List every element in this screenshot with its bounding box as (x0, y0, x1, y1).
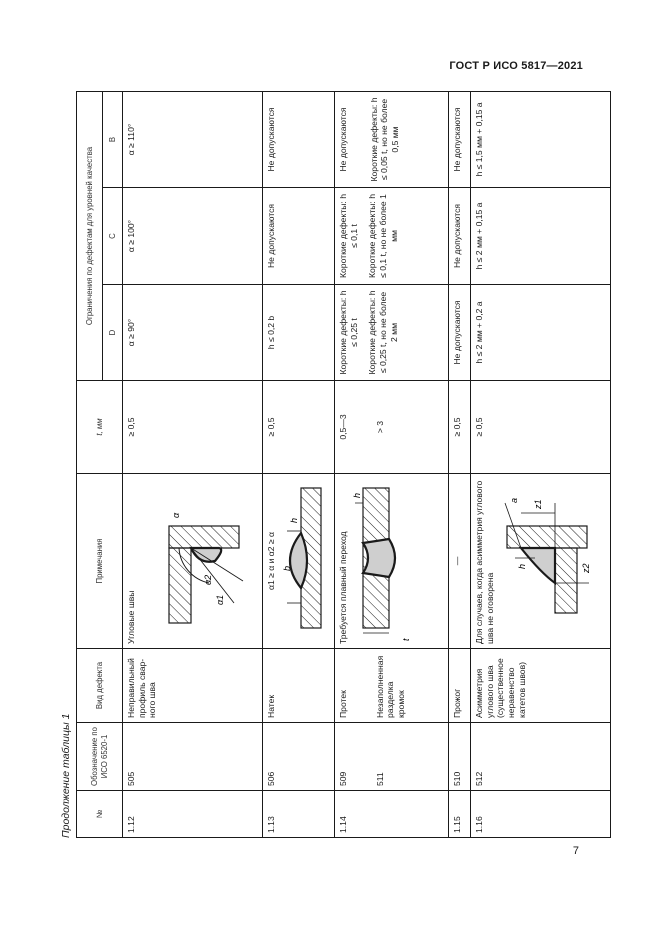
row-num: 1.14 (335, 791, 449, 838)
asymmetry-figure (497, 479, 593, 644)
row-limit-c: Не допускаются (449, 188, 471, 285)
row-limit-c: h ≤ 2 мм + 0,15 a (471, 188, 611, 285)
col-limits-header: Ограничения по дефектам для уровней качества (77, 91, 103, 380)
row-defect: Асимметрия углового шва (существенное неравенство катетов швов) (471, 649, 611, 723)
row-limit-b: h ≤ 1,5 мм + 0,15 a (471, 91, 611, 187)
row-limit-d: h ≤ 2 мм + 0,2 a (471, 285, 611, 381)
row-t: ≥ 0,5 (449, 381, 471, 474)
figure-label-h: h (351, 493, 362, 499)
row-limit-b: α ≥ 110° (123, 91, 263, 187)
row-t: ≥ 0,5 (123, 381, 263, 474)
overlap-figure (279, 479, 329, 644)
figure-label-alpha1: α1 (214, 595, 225, 606)
row-code: 506 (263, 723, 335, 791)
defects-table (76, 91, 611, 838)
notes-text: Требуется плавный переход (338, 531, 348, 644)
col-level-b: B (103, 91, 123, 187)
figure-label-z1: z1 (533, 499, 544, 510)
table-row (471, 91, 611, 837)
notes-text: Угловые швы (126, 590, 136, 644)
figure-label-h: h (288, 518, 299, 524)
header-row (77, 91, 103, 837)
row-defect: Прожог (449, 649, 471, 723)
row-limit-c: α ≥ 100° (123, 188, 263, 285)
row-limit-c: Не допускаются (263, 188, 335, 285)
row-notes (263, 474, 335, 649)
row-num: 1.16 (471, 791, 611, 838)
row-t: 0,5—3 > 3 (335, 381, 449, 474)
row-notes (123, 474, 263, 649)
row-code: 505 (123, 723, 263, 791)
col-level-c: C (103, 188, 123, 285)
row-notes (335, 474, 449, 649)
row-code: 510 (449, 723, 471, 791)
col-num-header: № (77, 791, 123, 838)
row-limit-d: Не допускаются (449, 285, 471, 381)
row-limit-d: α ≥ 90° (123, 285, 263, 381)
row-notes: — (449, 474, 471, 649)
row-limit-b: Не допускаются Короткие дефекты: h ≤ 0,05 t, но не более 0,5 мм (335, 91, 449, 187)
col-code-header: Обозначение по ИСО 6520-1 (77, 723, 123, 791)
figure-label-alpha2: α2 (202, 575, 213, 586)
row-limit-b: Не допускаются (263, 91, 335, 187)
figure-caption: α1 ≥ α и α2 ≥ α (266, 532, 276, 590)
col-defect-header: Вид дефекта (77, 649, 123, 723)
sagging-figure (351, 479, 419, 644)
page-number: 7 (572, 845, 579, 857)
row-defect: Протек Незаполненная разделка кромок (335, 649, 449, 723)
figure-label-z2: z2 (581, 563, 592, 574)
row-code: 512 (471, 723, 611, 791)
row-num: 1.15 (449, 791, 471, 838)
figure-label-alpha: α (170, 513, 181, 519)
row-limit-b: Не допускаются (449, 91, 471, 187)
table-row (263, 91, 335, 837)
col-t-header: t, мм (77, 381, 123, 474)
figure-label-h: h (517, 564, 528, 570)
row-t: ≥ 0,5 (471, 381, 611, 474)
row-num: 1.12 (123, 791, 263, 838)
notes-text: Для случаев, когда асимметрия углового шва не оговорена (474, 480, 495, 644)
row-limit-d: Короткие дефекты: h ≤ 0,25 t Короткие дефекты: h ≤ 0,25 t, но не более 2 мм (335, 285, 449, 381)
figure-label-b: b (281, 566, 292, 572)
row-limit-c: Короткие дефекты: h ≤ 0,1 t Короткие дефекты: h ≤ 0,1 t, но не более 1 мм (335, 188, 449, 285)
row-code: 509 511 (335, 723, 449, 791)
table-row (123, 91, 263, 837)
rotated-content (60, 92, 592, 838)
fillet-weld-figure (139, 479, 247, 644)
document-header: ГОСТ Р ИСО 5817—2021 (449, 60, 583, 72)
row-defect: Натек (263, 649, 335, 723)
figure-label-t: t (400, 638, 411, 642)
row-defect: Неправильный профиль свар-ного шва (123, 649, 263, 723)
col-notes-header: Примечания (77, 474, 123, 649)
row-notes (471, 474, 611, 649)
row-t: ≥ 0,5 (263, 381, 335, 474)
row-num: 1.13 (263, 791, 335, 838)
table-row (449, 91, 471, 837)
figure-label-a: a (509, 498, 520, 504)
table-row (335, 91, 449, 837)
row-limit-d: h ≤ 0,2 b (263, 285, 335, 381)
table-caption: Продолжение таблицы 1 (60, 713, 72, 838)
col-level-d: D (103, 285, 123, 381)
